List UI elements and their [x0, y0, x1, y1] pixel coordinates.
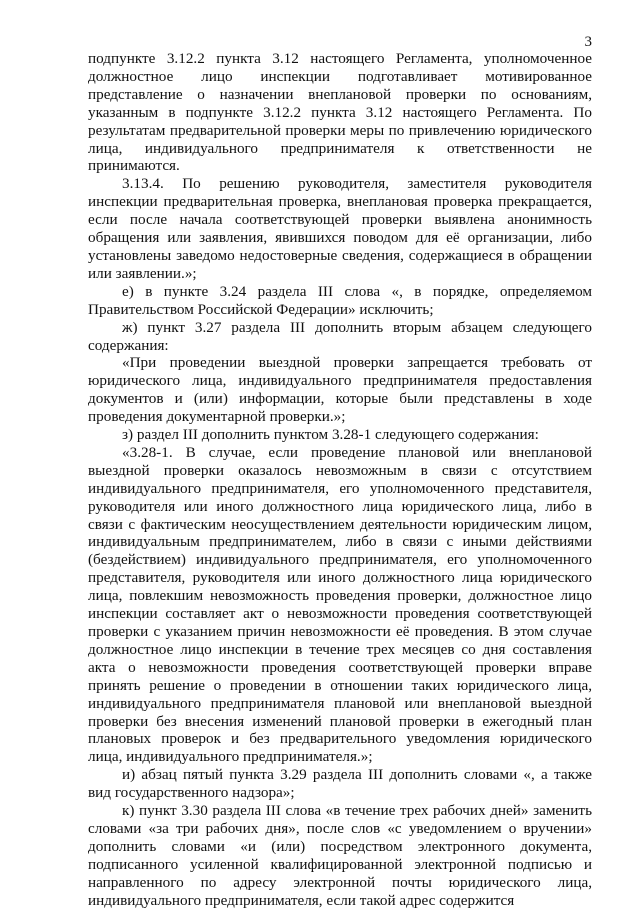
paragraph-item-e: е) в пункте 3.24 раздела III слова «, в порядке, определяемом Правительством Российской Федерации» исключить; [88, 282, 592, 318]
paragraph-item-k: к) пункт 3.30 раздела III слова «в течение трех рабочих дней» заменить словами «за три рабочих дня», после слов «с уведомлением о вручении» дополнить словами «и (или) посредством электронного документа, подписанного усиленной квалифицированной электронной подписью и направленного по адресу электронной почты юридического лица, индивидуального предпринимателя, если такой адрес содержится [88, 802, 592, 909]
paragraph-3-28-1: «3.28-1. В случае, если проведение плановой или внеплановой выездной проверки оказалось невозможным в связи с отсутствием индивидуального предпринимателя, его уполномоченного представителя, руководителя или иного должностного лица юридического лица, либо в связи с фактическим неосуществлением деятельности юридическим лицом, индивидуальным предпринимателем, либо в связи с иными действиями (бездействием) индивидуального предпринимателя, его уполномоченного представителя, руководителя или иного должностного лица юридического лица, повлекшим невозможность проведения проверки, должностное лицо инспекции составляет акт о невозможности проведения соответствующей проверки с указанием причин невозможности её проведения. В этом случае должностное лицо инспекции в течение трех месяцев со дня составления акта о невозможности проведения соответствующей проверки вправе принять решение о проведении в отношении таких юридического лица, индивидуального предпринимателя плановой или внеплановой выездной проверки без внесения изменений плановой проверки в ежегодный план плановых проверок и без предварительного уведомления юридического лица, индивидуального предпринимателя.»; [88, 443, 592, 766]
paragraph-item-i: и) абзац пятый пункта 3.29 раздела III дополнить словами «, а также вид государственного надзора»; [88, 766, 592, 802]
document-body [88, 50, 592, 910]
paragraph-item-z: з) раздел III дополнить пунктом 3.28-1 следующего содержания: [122, 426, 539, 444]
paragraph-item-zh: ж) пункт 3.27 раздела III дополнить вторым абзацем следующего содержания: [88, 318, 592, 354]
paragraph-quote-3-27: «При проведении выездной проверки запрещается требовать от юридического лица, индивидуального предпринимателя предоставления документов и (или) информации, которые были представлены в ходе проведения документарной проверки.»; [88, 354, 592, 426]
paragraph-continuation: подпункте 3.12.2 пункта 3.12 настоящего Регламента, уполномоченное должностное лицо инспекции подготавливает мотивированное представление о назначении внеплановой проверки по основаниям, указанным в подпункте 3.12.2 пункта 3.12 настоящего Регламента. По результатам предварительной проверки меры по привлечению юридического лица, индивидуального предпринимателя к ответственности не принимаются. [88, 50, 592, 175]
page-number: 3 [584, 34, 592, 50]
paragraph-3-13-4: 3.13.4. По решению руководителя, заместителя руководителя инспекции предварительная проверка, внеплановая проверка прекращается, если после начала соответствующей проверки выявлена анонимность обращения или заявления, явившихся поводом для её организации, либо установлены заведомо недостоверные сведения, содержащиеся в обращении или заявлении.»; [88, 175, 592, 282]
